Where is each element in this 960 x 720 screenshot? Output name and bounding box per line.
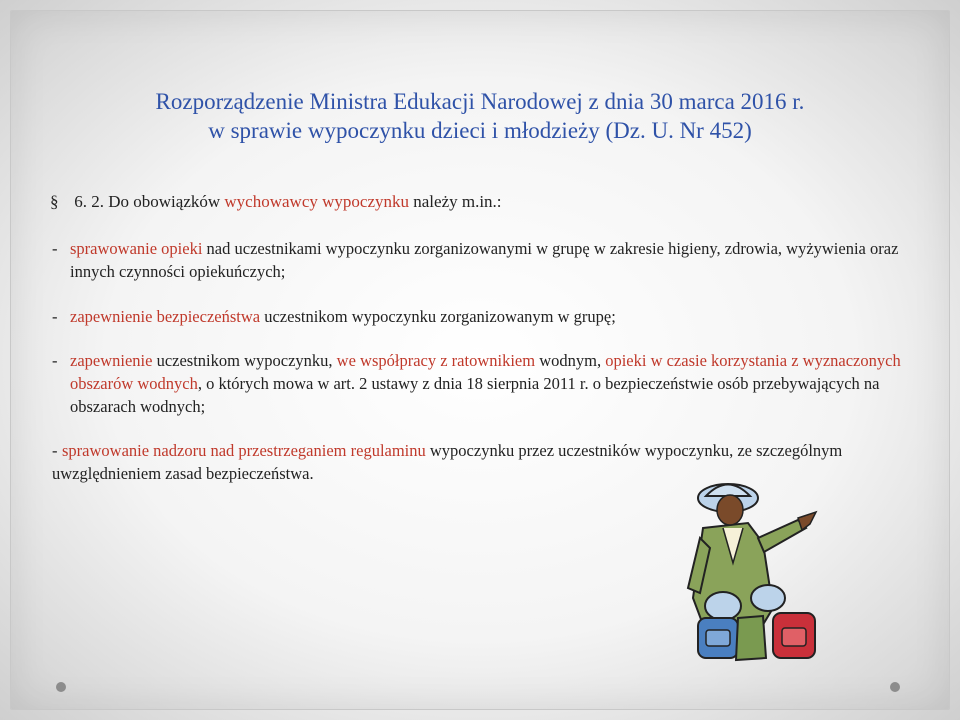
item-text: uczestnikom wypoczynku, xyxy=(152,351,337,370)
intro-prefix: 6. 2. Do obowiązków xyxy=(74,192,225,211)
list-item xyxy=(52,237,912,283)
intro-line xyxy=(50,192,502,212)
intro-suffix: należy m.in.: xyxy=(409,192,502,211)
slide-title-line-1: Rozporządzenie Ministra Edukacji Narodowej z dnia 30 marca 2016 r. xyxy=(155,89,805,114)
item-text: wypoczynku przez uczestników wypoczynku, ze szczególnym uwzględnieniem zasad bezpieczeństwa. xyxy=(52,441,843,483)
item-text: nad uczestnikami wypoczynku zorganizowanymi w grupę w zakresie higieny, zdrowia, wyżywienia oraz innych czynności opiekuńczych; xyxy=(70,239,899,281)
item-text: wodnym, xyxy=(535,351,606,370)
dash-marker: - xyxy=(52,441,58,460)
dash-marker: - xyxy=(52,307,58,326)
decor-dot xyxy=(56,682,66,692)
tour-guide-with-children-clipart-icon xyxy=(678,468,828,668)
decor-dot xyxy=(890,682,900,692)
item-highlight: sprawowanie opieki xyxy=(70,239,203,258)
slide-title-line-2: w sprawie wypoczynku dzieci i młodzieży (Dz. U. Nr 452) xyxy=(208,118,752,143)
dash-marker: - xyxy=(52,239,58,258)
item-highlight: sprawowanie nadzoru nad przestrzeganiem regulaminu xyxy=(62,441,426,460)
item-highlight: opieki w czasie korzystania z wyznaczonych obszarów wodnych xyxy=(70,351,901,393)
item-highlight: zapewnienie bezpieczeństwa xyxy=(70,307,261,326)
item-text: uczestnikom wypoczynku zorganizowanym w grupę; xyxy=(260,307,616,326)
intro-highlight: wychowawcy wypoczynku xyxy=(224,192,409,211)
item-highlight: we współpracy z ratownikiem xyxy=(336,351,536,370)
item-highlight: zapewnienie xyxy=(70,351,153,370)
list-item xyxy=(52,305,912,328)
dash-marker: - xyxy=(52,351,58,370)
item-text: , o których mowa w art. 2 ustawy z dnia 18 sierpnia 2011 r. o bezpieczeństwie osób przebywających na obszarach wodnych; xyxy=(70,374,880,416)
list-item xyxy=(52,349,912,418)
section-marker-icon: § xyxy=(50,192,59,211)
